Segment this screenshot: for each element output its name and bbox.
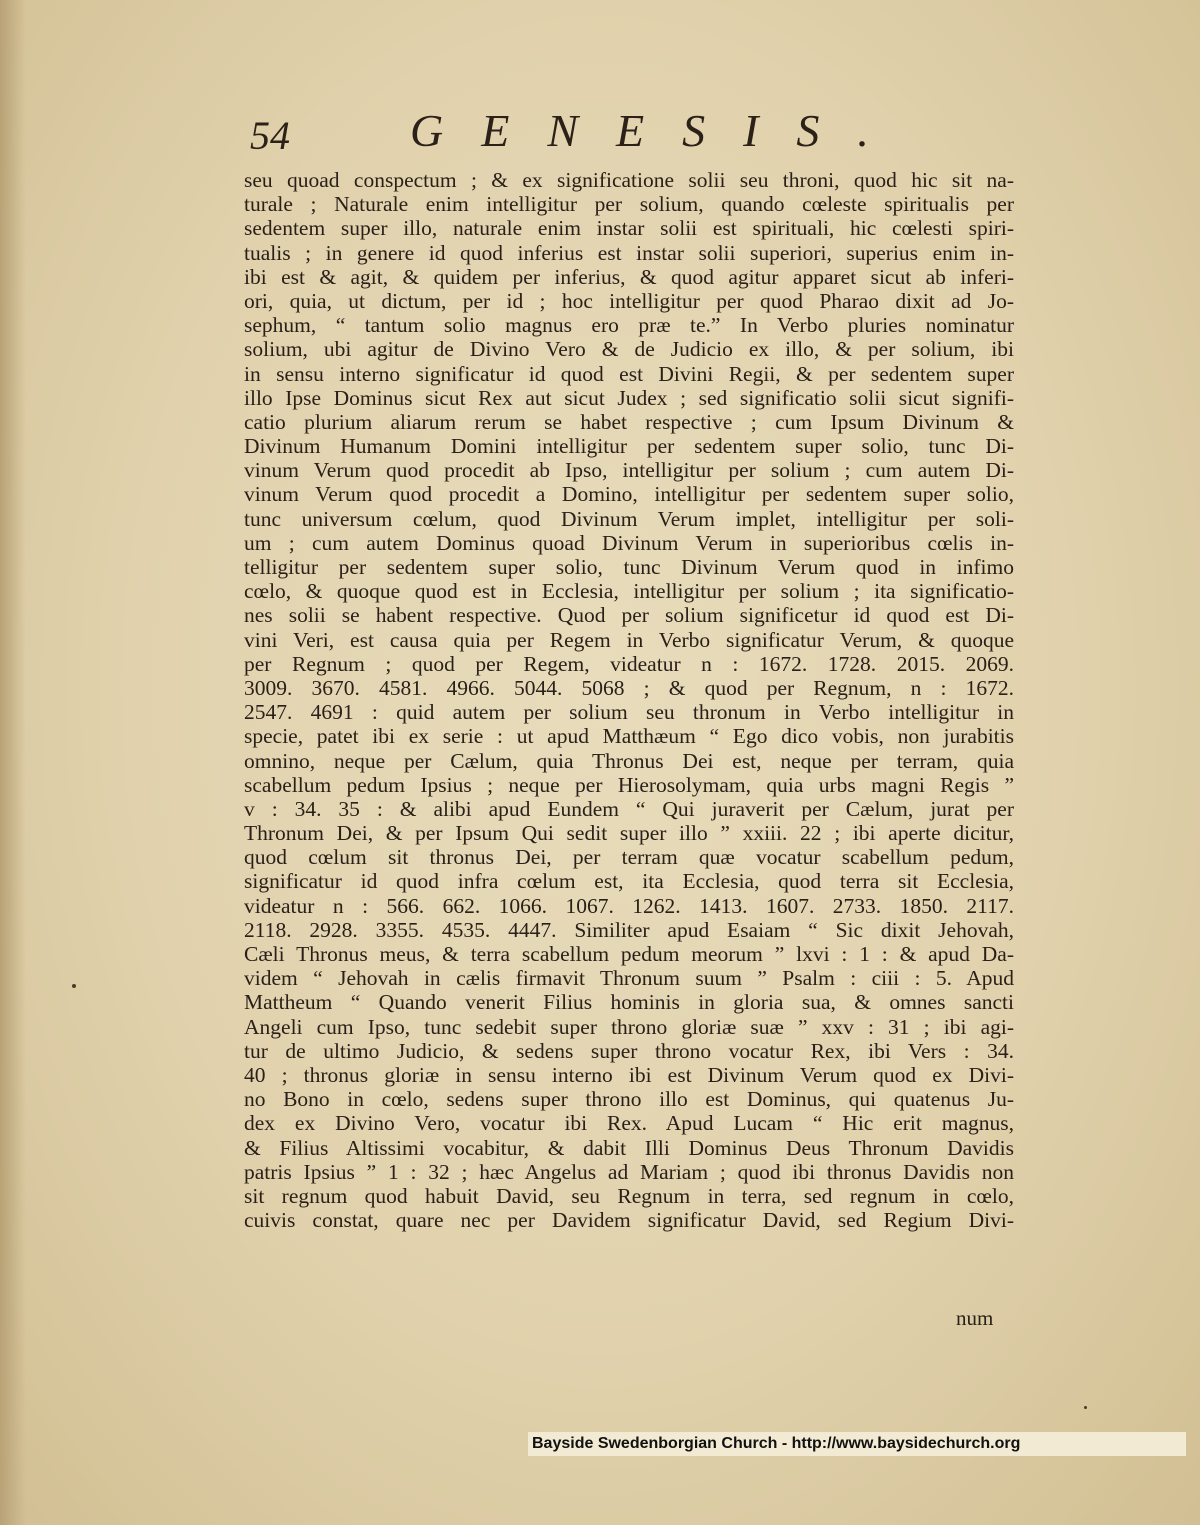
catchword: num: [956, 1306, 994, 1330]
text-line: Mattheum “ Quando venerit Filius hominis in gloria sua, & omnes sancti: [244, 990, 1014, 1015]
text-line: 2547. 4691 : quid autem per solium seu thronum in Verbo intelligitur in: [244, 700, 1014, 725]
text-line: um ; cum autem Dominus quoad Divinum Verum in superioribus cœlis in-: [244, 530, 1014, 555]
text-line: nes solii se habent respective. Quod per solium significetur id quod est Di-: [244, 603, 1014, 628]
text-line: quod cœlum sit thronus Dei, per terram quæ vocatur scabellum pedum,: [244, 845, 1014, 870]
text-line: vinum Verum quod procedit ab Ipso, intelligitur per solium ; cum autem Di-: [244, 458, 1014, 483]
text-line: videatur n : 566. 662. 1066. 1067. 1262. 1413. 1607. 2733. 1850. 2117.: [244, 893, 1014, 918]
text-line: tualis ; in genere id quod inferius est instar solii superiori, superius enim in-: [244, 240, 1014, 265]
text-line: patris Ipsius ” 1 : 32 ; hæc Angelus ad Mariam ; quod ibi thronus Davidis non: [244, 1159, 1014, 1184]
binding-shadow: [0, 0, 26, 1525]
text-line: vini Veri, est causa quia per Regem in Verbo significatur Verum, & quoque: [244, 627, 1014, 652]
text-line: seu quoad conspectum ; & ex significatione solii seu throni, quod hic sit na-: [244, 168, 1014, 192]
text-line: illo Ipse Dominus sicut Rex aut sicut Judex ; sed significatio solii sicut signifi-: [244, 385, 1014, 410]
text-line: sit regnum quod habuit David, seu Regnum in terra, sed regnum in cœlo,: [244, 1183, 1014, 1208]
text-line: cœlo, & quoque quod est in Ecclesia, intelligitur per solium ; ita significatio-: [244, 579, 1014, 604]
text-line: vinum Verum quod procedit a Domino, intelligitur per sedentem super solio,: [244, 482, 1014, 507]
text-line: telligitur per sedentem super solio, tunc Divinum Verum quod in infimo: [244, 555, 1014, 579]
text-line: no Bono in cœlo, sedens super throno illo est Dominus, qui quatenus Ju-: [244, 1087, 1014, 1112]
text-line: Angeli cum Ipso, tunc sedebit super throno gloriæ suæ ” xxv : 31 ; ibi agi-: [244, 1014, 1014, 1039]
text-line: 3009. 3670. 4581. 4966. 5044. 5068 ; & quod per Regnum, n : 1672.: [244, 675, 1014, 700]
text-line: per Regnum ; quod per Regem, videatur n : 1672. 1728. 2015. 2069.: [244, 651, 1014, 676]
text-line: specie, patet ibi ex serie : ut apud Matthæum “ Ego dico vobis, non jurabitis: [244, 724, 1014, 749]
text-line: dex ex Divino Vero, vocatur ibi Rex. Apud Lucam “ Hic erit magnus,: [244, 1111, 1014, 1136]
text-line: Divinum Humanum Domini intelligitur per sedentem super solio, tunc Di-: [244, 434, 1014, 459]
text-line: & Filius Altissimi vocabitur, & dabit Illi Dominus Deus Thronum Davidis: [244, 1135, 1014, 1160]
footer-credit: Bayside Swedenborgian Church - http://www.baysidechurch.org: [528, 1432, 1186, 1456]
text-line: omnino, neque per Cælum, quia Thronus Dei est, neque per terram, quia: [244, 748, 1014, 773]
text-line: ori, quia, ut dictum, per id ; hoc intelligitur per quod Pharao dixit ad Jo-: [244, 288, 1014, 313]
text-line: v : 34. 35 : & alibi apud Eundem “ Qui juraverit per Cælum, jurat per: [244, 796, 1014, 821]
text-line: sedentem super illo, naturale enim instar solii est spirituali, hic cœlesti spiri-: [244, 216, 1014, 241]
text-line: tunc universum cœlum, quod Divinum Verum implet, intelligitur per soli-: [244, 506, 1014, 531]
text-line: sephum, “ tantum solio magnus ero præ te.” In Verbo pluries nominatur: [244, 313, 1014, 338]
text-line: 2118. 2928. 3355. 4535. 4447. Similiter apud Esaiam “ Sic dixit Jehovah,: [244, 917, 1014, 942]
text-line: videm “ Jehovah in cælis firmavit Thronum suum ” Psalm : ciii : 5. Apud: [244, 966, 1014, 991]
text-line: significatur id quod infra cœlum est, ita Ecclesia, quod terra sit Ecclesia,: [244, 869, 1014, 894]
text-line: tur de ultimo Judicio, & sedens super throno vocatur Rex, ibi Vers : 34.: [244, 1038, 1014, 1063]
body-text: [244, 168, 1014, 1232]
text-line: scabellum pedum Ipsius ; neque per Hierosolymam, quia urbs magni Regis ”: [244, 772, 1014, 797]
text-line: in sensu interno significatur id quod est Divini Regii, & per sedentem super: [244, 361, 1014, 386]
text-line: 40 ; thronus gloriæ in sensu interno ibi est Divinum Verum quod ex Divi-: [244, 1062, 1014, 1087]
text-line: Cæli Thronus meus, & terra scabellum pedum meorum ” lxvi : 1 : & apud Da-: [244, 942, 1014, 966]
text-line: solium, ubi agitur de Divino Vero & de Judicio ex illo, & per solium, ibi: [244, 337, 1014, 362]
paper-speck: [1084, 1406, 1087, 1409]
text-line: turale ; Naturale enim intelligitur per solium, quando cœleste spiritualis per: [244, 192, 1014, 217]
text-line: Thronum Dei, & per Ipsum Qui sedit super illo ” xxiii. 22 ; ibi aperte dicitur,: [244, 821, 1014, 846]
text-line: cuivis constat, quare nec per Davidem significatur David, sed Regium Divi-: [244, 1208, 1014, 1233]
text-line: catio plurium aliarum rerum se habet respective ; cum Ipsum Divinum &: [244, 409, 1014, 434]
page-header: [250, 100, 910, 162]
page-number: 54: [250, 113, 290, 158]
text-line: ibi est & agit, & quidem per inferius, & quod agitur apparet sicut ab inferi-: [244, 264, 1014, 289]
paper-speck: [72, 984, 76, 988]
running-head: GENESIS.: [410, 105, 907, 156]
